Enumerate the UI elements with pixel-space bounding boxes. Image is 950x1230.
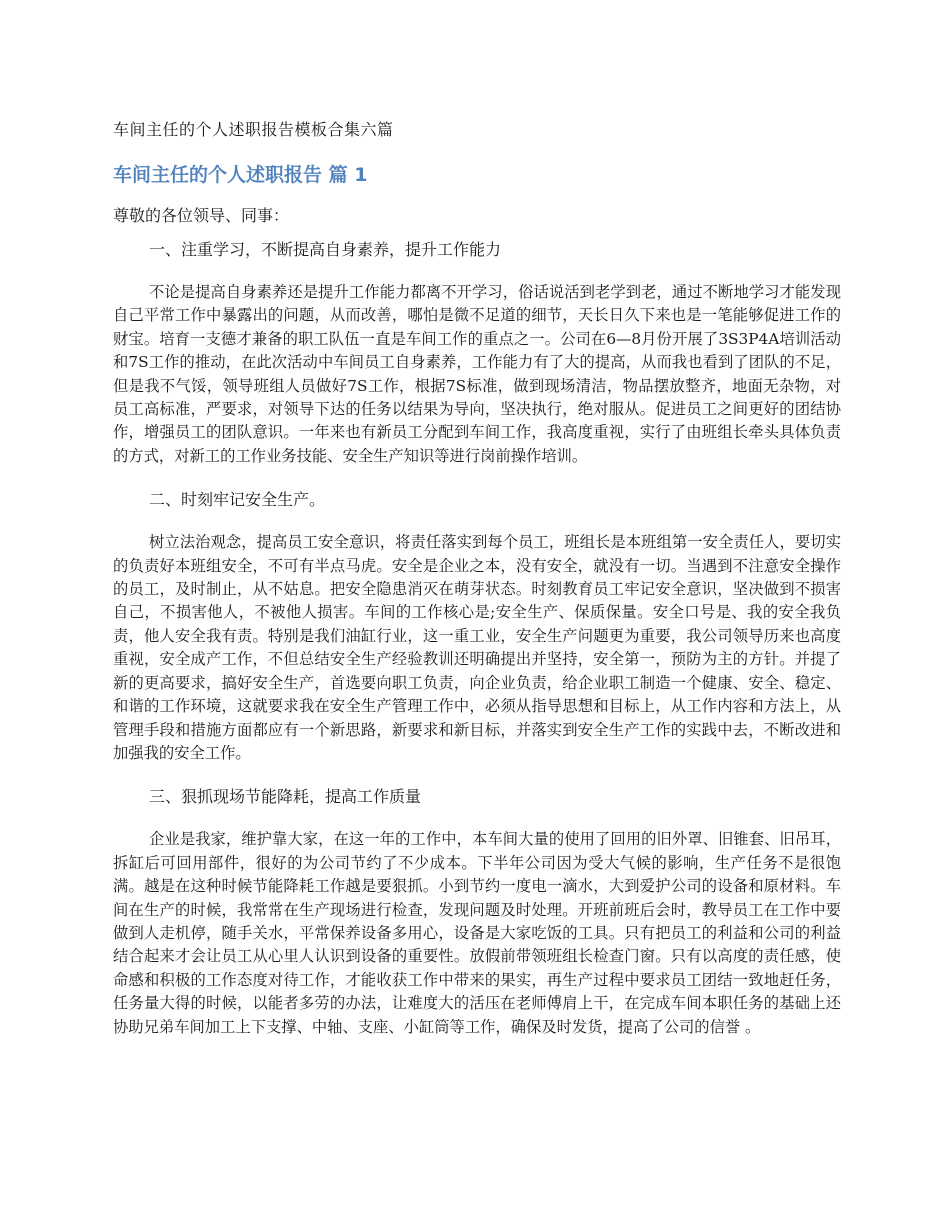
document-title: 车间主任的个人述职报告模板合集六篇 [113, 120, 394, 139]
paragraph-study: 不论是提高自身素养还是提升工作能力都离不开学习，俗话说活到老学到老，通过不断地学习才能发现自己平常工作中暴露出的问题，从而改善，哪怕是微不足道的细节，天长日久下来也是一笔能够促进工作的财宝。培育一支德才兼备的职工队伍一直是车间工作的重点之一。公司在6—8月份开展了3S3P4A培训活动和7S工作的推动，在此次活动中车间员工自身素养，工作能力有了大的提高，从而我也看到了团队的不足，但是我不气馁，领导班组人员做好7S工作，根据7S标准，做到现场清洁，物品摆放整齐，地面无杂物，对员工高标准，严要求，对领导下达的任务以结果为导向，坚决执行，绝对服从。促进员工之间更好的团结协作，增强员工的团队意识。一年来也有新员工分配到车间工作，我高度重视，实行了由班组长牵头具体负责的方式，对新工的工作业务技能、安全生产知识等进行岗前操作培训。 [113, 283, 841, 465]
section-heading: 车间主任的个人述职报告 篇 1 [113, 164, 368, 186]
salutation: 尊敬的各位领导、同事： [113, 206, 290, 225]
subheading-energy-saving: 三、狠抓现场节能降耗，提高工作质量 [149, 787, 422, 807]
document-page [113, 118, 841, 1059]
subheading-study: 一、注重学习，不断提高自身素养，提升工作能力 [149, 240, 502, 259]
paragraph-safety: 树立法治观念，提高员工安全意识，将责任落实到每个员工，班组长是本班组第一安全责任人，要切实的负责好本班组安全，不可有半点马虎。安全是企业之本，没有安全，就没有一切。当遇到不注意安全操作的员工，及时制止，从不姑息。把安全隐患消灭在萌芽状态。时刻教育员工牢记安全意识，坚决做到不损害自己，不损害他人，不被他人损害。车间的工作核心是;安全生产、保质保量。安全口号是、我的安全我负责，他人安全我有责。特别是我们油缸行业，这一重工业，安全生产问题更为重要，我公司领导历来也高度重视，安全成产工作，不但总结安全生产经验教训还明确提出并坚持，安全第一，预防为主的方针。并提了新的更高要求，搞好安全生产，首选要向职工负责，向企业负责，给企业职工制造一个健康、安全、稳定、和谐的工作环境，这就要求我在安全生产管理工作中，必须从指导思想和目标上，从工作内容和方法上，从管理手段和措施方面都应有一个新思路，新要求和新目标，并落实到安全生产工作的实践中去，不断改进和加强我的安全工作。 [113, 533, 841, 762]
paragraph-energy-saving: 企业是我家，维护靠大家，在这一年的工作中，本车间大量的使用了回用的旧外罩、旧锥套、旧吊耳，拆缸后可回用部件，很好的为公司节约了不少成本。下半年公司因为受大气候的影响，生产任务不是很饱满。越是在这种时候节能降耗工作越是要狠抓。小到节约一度电一滴水，大到爱护公司的设备和原材料。车间在生产的时候，我常常在生产现场进行检查，发现问题及时处理。开班前班后会时，教导员工在工作中要做到人走机停，随手关水，平常保养设备多用心，设备是大家吃饭的工具。只有把员工的利益和公司的利益结合起来才会让员工从心里人认识到设备的重要性。放假前带领班组长检查门窗。只有以高度的责任感，使命感和积极的工作态度对待工作，才能收获工作中带来的果实，再生产过程中要求员工团结一致地赶任务，任务量大得的时候，以能者多劳的办法，让难度大的活压在老师傅肩上干，在完成车间本职任务的基础上还协助兄弟车间加工上下支撑、中轴、支座、小缸筒等工作，确保及时发货，提高了公司的信誉 。 [113, 830, 841, 1036]
subheading-safety: 二、时刻牢记安全生产。 [149, 490, 326, 510]
